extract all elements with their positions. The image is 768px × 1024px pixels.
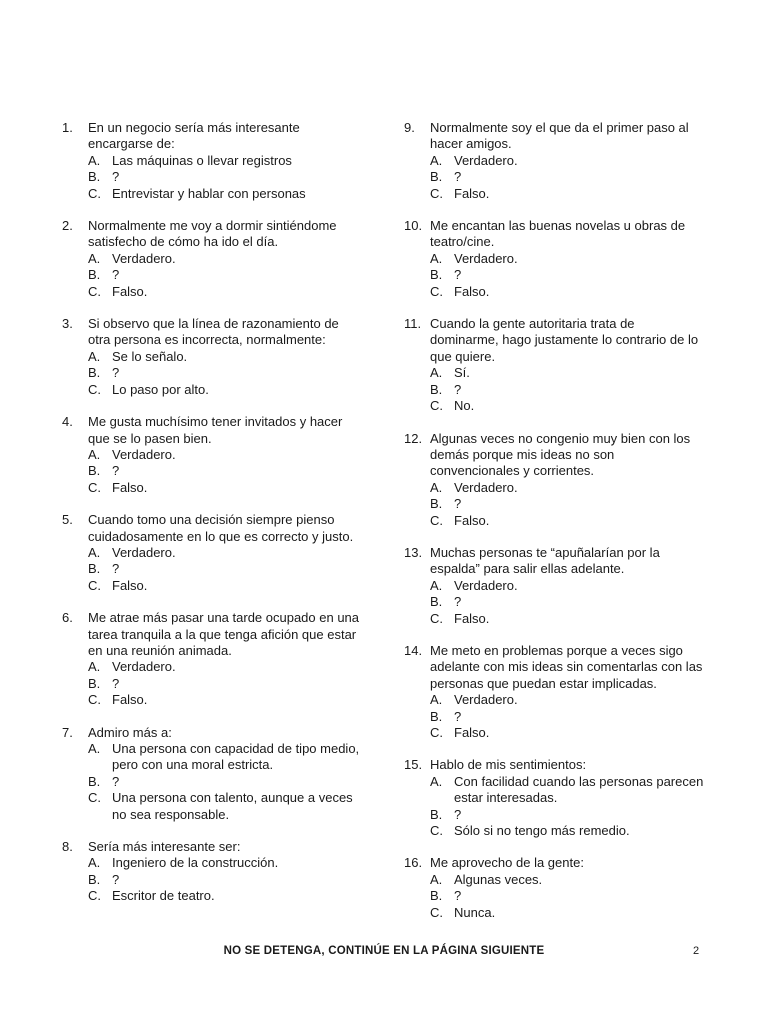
- answer-option: [430, 513, 704, 529]
- option-letter: B.: [88, 365, 101, 381]
- answer-option: [88, 774, 362, 790]
- answer-option: [430, 186, 704, 202]
- question-item: [404, 431, 704, 529]
- answer-option: [88, 463, 362, 479]
- option-letter: C.: [430, 398, 443, 414]
- answer-options: [430, 692, 704, 741]
- question-number: 12.: [404, 430, 423, 446]
- option-text: ?: [454, 594, 462, 610]
- option-letter: C.: [88, 888, 101, 904]
- question-text: Normalmente soy el que da el primer paso al hacer amigos.: [430, 120, 689, 152]
- answer-option: [430, 872, 704, 888]
- option-text: Verdadero.: [454, 479, 518, 495]
- question-item: [62, 218, 362, 300]
- option-text: Verdadero.: [454, 250, 518, 266]
- question-number: 5.: [62, 512, 73, 528]
- option-text: ?: [112, 267, 120, 283]
- question-item: [404, 316, 704, 414]
- option-text: Una persona con talento, aunque a veces no sea responsable.: [112, 790, 353, 822]
- page-number: 2: [693, 945, 700, 957]
- option-letter: C.: [430, 904, 443, 920]
- option-text: Nunca.: [454, 904, 496, 920]
- option-text: Las máquinas o llevar registros: [112, 152, 292, 168]
- question-text: Me meto en problemas porque a veces sigo adelante con mis ideas sin comentarlas con las personas que puedan estar implicadas.: [430, 642, 703, 691]
- option-letter: B.: [88, 463, 101, 479]
- option-text: Verdadero.: [112, 446, 176, 462]
- option-text: Sí.: [454, 365, 470, 381]
- question-text: Me atrae más pasar una tarde ocupado en una tarea tranquila a la que tenga afición que estar en una reunión animada.: [88, 610, 360, 658]
- answer-options: [430, 774, 704, 840]
- question-text: Me encantan las buenas novelas u obras de teatro/cine.: [430, 218, 686, 250]
- answer-option: [88, 382, 362, 398]
- question-text: Me aprovecho de la gente:: [430, 855, 584, 871]
- option-letter: A.: [88, 855, 101, 871]
- answer-option: [430, 267, 704, 283]
- option-text: Falso.: [454, 185, 490, 201]
- question-text: Cuando la gente autoritaria trata de dominarme, hago justamente lo contrario de lo que quiere.: [430, 316, 699, 364]
- question-item: [404, 643, 704, 741]
- answer-option: [88, 741, 362, 774]
- option-text: Falso.: [454, 610, 490, 626]
- answer-option: [88, 480, 362, 496]
- option-letter: A.: [88, 659, 101, 675]
- left-column: [62, 120, 362, 921]
- option-text: Verdadero.: [454, 152, 518, 168]
- option-letter: B.: [430, 594, 443, 610]
- option-letter: A.: [430, 250, 443, 266]
- question-number: 16.: [404, 855, 423, 871]
- question-item: [62, 839, 362, 905]
- answer-options: [430, 153, 704, 202]
- answer-options: [88, 855, 362, 904]
- option-text: Falso.: [112, 692, 148, 708]
- answer-options: [88, 741, 362, 823]
- answer-options: [88, 153, 362, 202]
- option-letter: A.: [430, 692, 443, 708]
- answer-option: [430, 709, 704, 725]
- option-letter: C.: [88, 577, 101, 593]
- answer-option: [88, 659, 362, 675]
- option-letter: C.: [88, 185, 101, 201]
- answer-option: [430, 169, 704, 185]
- option-letter: B.: [430, 708, 443, 724]
- answer-option: [430, 594, 704, 610]
- question-number: 15.: [404, 757, 423, 773]
- option-text: Se lo señalo.: [112, 348, 188, 364]
- option-text: Falso.: [112, 283, 148, 299]
- answer-option: [430, 365, 704, 381]
- answer-options: [430, 578, 704, 627]
- option-letter: B.: [430, 496, 443, 512]
- option-letter: A.: [88, 741, 101, 756]
- answer-option: [430, 888, 704, 904]
- option-letter: A.: [430, 365, 443, 381]
- option-text: ?: [112, 675, 120, 691]
- option-text: Falso.: [454, 725, 490, 740]
- answer-option: [88, 578, 362, 594]
- option-letter: B.: [88, 675, 101, 691]
- question-item: [62, 610, 362, 708]
- option-text: ?: [112, 561, 120, 577]
- answer-option: [88, 251, 362, 267]
- question-text: Sería más interesante ser:: [88, 839, 241, 855]
- option-letter: B.: [430, 806, 443, 822]
- question-item: [404, 757, 704, 839]
- option-text: Falso.: [112, 479, 148, 495]
- question-item: [404, 120, 704, 202]
- option-letter: B.: [430, 169, 443, 185]
- option-letter: C.: [88, 283, 101, 299]
- option-text: ?: [454, 496, 462, 512]
- answer-option: [88, 545, 362, 561]
- question-item: [62, 512, 362, 594]
- answer-option: [88, 169, 362, 185]
- option-letter: B.: [430, 381, 443, 397]
- option-letter: C.: [430, 610, 443, 626]
- answer-option: [430, 692, 704, 708]
- option-text: ?: [112, 773, 120, 789]
- option-text: Escritor de teatro.: [112, 888, 215, 904]
- question-text: Algunas veces no congenio muy bien con los demás porque mis ideas no son convencionales y corrientes.: [430, 430, 691, 479]
- option-text: Verdadero.: [112, 659, 176, 675]
- option-text: Entrevistar y hablar con personas: [112, 185, 306, 201]
- question-number: 10.: [404, 218, 423, 234]
- answer-option: [88, 855, 362, 871]
- answer-options: [88, 349, 362, 398]
- option-letter: C.: [430, 512, 443, 528]
- answer-option: [430, 774, 704, 807]
- option-letter: C.: [430, 283, 443, 299]
- option-letter: A.: [430, 152, 443, 168]
- question-text: En un negocio sería más interesante encargarse de:: [88, 120, 300, 152]
- option-letter: C.: [88, 479, 101, 495]
- option-text: Lo paso por alto.: [112, 381, 209, 397]
- answer-option: [88, 284, 362, 300]
- answer-option: [88, 790, 362, 823]
- answer-options: [430, 480, 704, 529]
- answer-option: [430, 496, 704, 512]
- option-text: ?: [454, 708, 462, 724]
- question-item: [404, 218, 704, 300]
- question-number: 14.: [404, 642, 423, 658]
- answer-option: [430, 398, 704, 414]
- question-number: 1.: [62, 120, 73, 135]
- option-letter: A.: [430, 773, 443, 789]
- answer-option: [430, 284, 704, 300]
- option-letter: B.: [88, 561, 101, 577]
- option-text: Con facilidad cuando las personas parecen estar interesadas.: [454, 773, 704, 806]
- option-text: ?: [112, 365, 120, 381]
- question-text: Me gusta muchísimo tener invitados y hacer que se lo pasen bien.: [88, 414, 343, 446]
- option-letter: A.: [88, 250, 101, 266]
- question-text: Si observo que la línea de razonamiento de otra persona es incorrecta, normalmente:: [88, 316, 339, 348]
- question-number: 4.: [62, 414, 73, 430]
- option-text: No.: [454, 398, 475, 414]
- option-letter: B.: [88, 169, 101, 185]
- answer-options: [430, 251, 704, 300]
- option-text: ?: [454, 806, 462, 822]
- answer-option: [88, 186, 362, 202]
- question-number: 6.: [62, 610, 73, 626]
- answer-option: [430, 382, 704, 398]
- option-letter: C.: [430, 725, 443, 740]
- option-letter: B.: [430, 888, 443, 904]
- option-text: Verdadero.: [454, 577, 518, 593]
- question-text: Hablo de mis sentimientos:: [430, 757, 587, 773]
- question-number: 7.: [62, 724, 73, 740]
- question-item: [62, 725, 362, 823]
- answer-option: [430, 725, 704, 741]
- answer-option: [88, 872, 362, 888]
- option-text: Verdadero.: [112, 250, 176, 266]
- option-letter: B.: [88, 871, 101, 887]
- question-text: Admiro más a:: [88, 724, 172, 740]
- answer-option: [88, 692, 362, 708]
- option-letter: A.: [430, 479, 443, 495]
- question-number: 2.: [62, 218, 73, 234]
- option-letter: A.: [88, 348, 101, 364]
- question-number: 11.: [404, 316, 422, 332]
- option-text: ?: [454, 381, 462, 397]
- question-number: 3.: [62, 316, 73, 332]
- option-letter: C.: [88, 790, 101, 806]
- option-text: Algunas veces.: [454, 871, 543, 887]
- question-text: Muchas personas te “apuñalarían por la espalda” para salir ellas adelante.: [430, 544, 660, 577]
- option-letter: C.: [430, 823, 443, 839]
- question-item: [404, 545, 704, 627]
- answer-options: [88, 447, 362, 496]
- answer-option: [88, 365, 362, 381]
- right-column: [404, 120, 704, 937]
- option-text: ?: [112, 871, 120, 887]
- question-number: 8.: [62, 839, 73, 855]
- option-text: Falso.: [454, 512, 490, 528]
- option-text: ?: [454, 169, 462, 185]
- option-text: Verdadero.: [112, 544, 176, 560]
- answer-option: [88, 153, 362, 169]
- answer-option: [430, 578, 704, 594]
- option-text: Falso.: [454, 283, 490, 299]
- option-text: ?: [454, 888, 462, 904]
- answer-option: [430, 807, 704, 823]
- option-text: ?: [454, 267, 462, 283]
- answer-option: [430, 251, 704, 267]
- question-item: [404, 855, 704, 921]
- answer-options: [88, 659, 362, 708]
- question-number: 13.: [404, 544, 423, 560]
- question-number: 9.: [404, 120, 415, 135]
- answer-option: [88, 267, 362, 283]
- option-text: Una persona con capacidad de tipo medio, pero con una moral estricta.: [112, 741, 360, 773]
- question-item: [62, 316, 362, 398]
- option-letter: A.: [430, 871, 443, 887]
- answer-option: [88, 676, 362, 692]
- question-text: Normalmente me voy a dormir sintiéndome satisfecho de cómo ha ido el día.: [88, 218, 337, 250]
- answer-option: [88, 447, 362, 463]
- question-text: Cuando tomo una decisión siempre pienso cuidadosamente en lo que es correcto y justo.: [88, 512, 354, 544]
- answer-option: [88, 561, 362, 577]
- option-letter: A.: [88, 544, 101, 560]
- question-item: [62, 414, 362, 496]
- option-letter: B.: [88, 773, 101, 789]
- answer-option: [430, 905, 704, 921]
- answer-options: [88, 251, 362, 300]
- answer-options: [430, 872, 704, 921]
- answer-option: [88, 888, 362, 904]
- answer-option: [430, 153, 704, 169]
- option-letter: C.: [430, 185, 443, 201]
- question-item: [62, 120, 362, 202]
- answer-options: [88, 545, 362, 594]
- answer-option: [430, 611, 704, 627]
- option-text: ?: [112, 463, 120, 479]
- option-text: ?: [112, 169, 120, 185]
- option-text: Sólo si no tengo más remedio.: [454, 823, 630, 839]
- option-text: Falso.: [112, 577, 148, 593]
- option-letter: C.: [88, 692, 101, 708]
- answer-option: [430, 480, 704, 496]
- answer-options: [430, 365, 704, 414]
- answer-option: [430, 823, 704, 839]
- option-letter: A.: [430, 577, 443, 593]
- answer-option: [88, 349, 362, 365]
- option-letter: A.: [88, 152, 101, 168]
- option-letter: C.: [88, 381, 101, 397]
- option-text: Verdadero.: [454, 692, 518, 708]
- option-text: Ingeniero de la construcción.: [112, 855, 279, 871]
- option-letter: B.: [88, 267, 101, 283]
- option-letter: A.: [88, 446, 101, 462]
- option-letter: B.: [430, 267, 443, 283]
- continue-notice: NO SE DETENGA, CONTINÚE EN LA PÁGINA SIGUIENTE: [223, 945, 545, 957]
